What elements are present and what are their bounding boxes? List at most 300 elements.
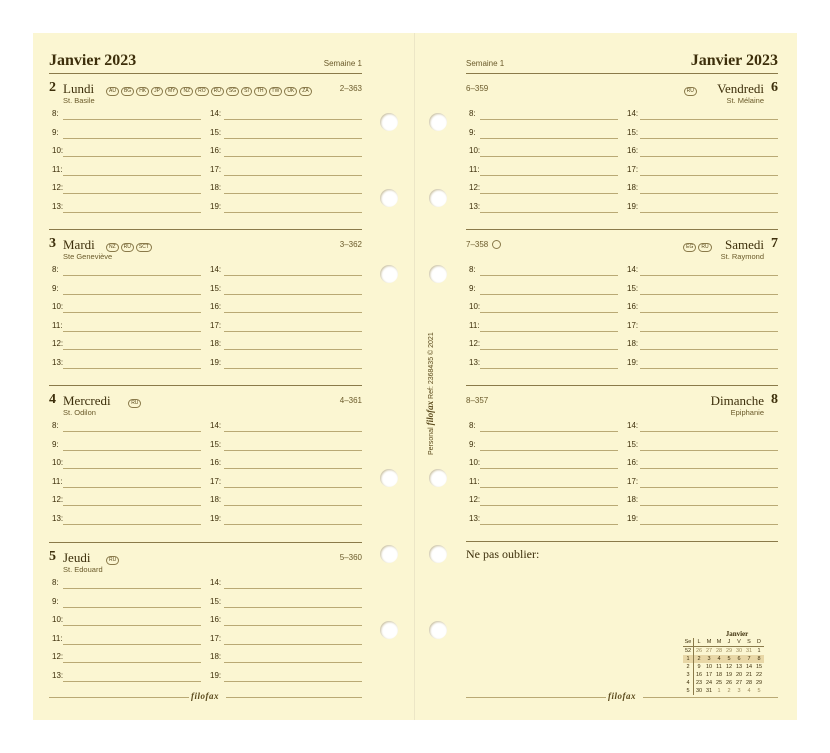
mini-calendar-header: D [754, 638, 764, 647]
hour-label: 11: [469, 320, 480, 330]
hour-label: 9: [52, 283, 59, 293]
hour-line [640, 487, 778, 488]
hour-line [224, 138, 362, 139]
hour-label: 9: [52, 127, 59, 137]
hour-line [63, 156, 201, 157]
mini-calendar-cell: 30 [695, 688, 703, 694]
holiday-badge: RU [121, 243, 134, 252]
mini-calendar-cell: 14 [745, 664, 753, 670]
mini-calendar-cell: 13 [735, 664, 743, 670]
day-count: 3–362 [339, 240, 362, 249]
hour-line [224, 505, 362, 506]
punch-hole [429, 545, 447, 563]
hour-label: 14: [627, 265, 639, 274]
mini-calendar-cell: 4 [714, 655, 724, 663]
day-name: Jeudi [63, 550, 91, 565]
hour-label: 16: [210, 458, 222, 467]
page-title: Janvier 2023 [49, 52, 137, 69]
holiday-badge: UK [284, 87, 297, 96]
holiday-badges [684, 83, 699, 101]
punch-hole [380, 189, 398, 207]
hour-line [224, 468, 362, 469]
hour-line [224, 275, 362, 276]
hour-label: 19: [627, 201, 639, 211]
punch-hole [429, 621, 447, 639]
hour-line [640, 119, 778, 120]
hour-label: 11: [52, 633, 63, 643]
hour-line [640, 212, 778, 213]
mini-calendar-cell: 31 [745, 648, 753, 654]
hour-label: 17: [210, 633, 222, 643]
hour-line [224, 294, 362, 295]
hour-label: 16: [210, 302, 222, 311]
mini-calendar-header: S [744, 638, 754, 647]
hour-line [224, 487, 362, 488]
hour-line [640, 175, 778, 176]
mini-calendar-header: M [714, 638, 724, 647]
hour-line [224, 119, 362, 120]
mini-calendar-header: Se [683, 638, 694, 647]
hour-label: 19: [627, 513, 639, 523]
mini-calendar-cell: 1 [683, 655, 694, 663]
mini-calendar-cell: 52 [683, 647, 694, 656]
hour-line [480, 349, 618, 350]
hour-label: 11: [469, 164, 480, 174]
holiday-badge: BG [121, 87, 134, 96]
hour-label: 18: [210, 183, 222, 192]
hour-label: 18: [627, 495, 639, 504]
hour-line [640, 524, 778, 525]
hour-line [224, 662, 362, 663]
day-number: 6 [771, 80, 778, 95]
mini-calendar-cell: 22 [755, 672, 763, 678]
day-divider [49, 385, 362, 386]
saint-name: St. Basile [63, 96, 95, 105]
holiday-badges [128, 395, 143, 413]
hour-line [63, 349, 201, 350]
hour-label: 18: [627, 183, 639, 192]
mini-calendar-cell: 27 [705, 648, 713, 654]
holiday-badge: EG [683, 243, 696, 252]
holiday-badges [106, 83, 314, 101]
hour-line [224, 368, 362, 369]
hour-line [63, 138, 201, 139]
footer-rule [226, 697, 362, 698]
hour-label: 9: [469, 283, 476, 293]
vertical-info [425, 332, 435, 455]
hour-label: 18: [210, 495, 222, 504]
holiday-badge: SI [241, 87, 252, 96]
hour-line [63, 450, 201, 451]
hour-label: 13: [52, 201, 64, 211]
saint-name: St. Odilon [63, 408, 96, 417]
saint-name: St. Raymond [720, 252, 764, 261]
hour-label: 15: [627, 439, 639, 449]
day-count: 7–358 [466, 240, 501, 249]
mini-calendar-cell: 18 [715, 672, 723, 678]
day-number: 7 [771, 236, 778, 251]
hour-line [640, 368, 778, 369]
mini-calendar-cell: 10 [705, 664, 713, 670]
holiday-badge: MY [165, 87, 179, 96]
mini-calendar [683, 630, 781, 695]
punch-hole [380, 469, 398, 487]
hour-label: 14: [210, 421, 222, 430]
holiday-badge: HK [136, 87, 149, 96]
mini-calendar-cell: 23 [695, 680, 703, 686]
hour-label: 9: [52, 439, 59, 449]
hour-line [640, 193, 778, 194]
hour-label: 12: [52, 183, 64, 192]
hour-line [224, 212, 362, 213]
mini-calendar-cell: 31 [705, 688, 713, 694]
saint-name: Epiphanie [730, 408, 764, 417]
mini-calendar-cell: 17 [705, 672, 713, 678]
mini-calendar-cell: 21 [745, 672, 753, 678]
hour-label: 8: [52, 109, 59, 118]
day-name: Lundi [63, 81, 95, 96]
hour-line [63, 607, 201, 608]
hour-label: 8: [52, 578, 59, 587]
header-rule [49, 73, 362, 74]
hour-label: 9: [52, 596, 59, 606]
hour-line [480, 368, 618, 369]
hour-label: 15: [210, 439, 222, 449]
punch-hole [429, 469, 447, 487]
hour-line [640, 294, 778, 295]
hour-line [640, 312, 778, 313]
punch-hole [380, 621, 398, 639]
day-divider [49, 229, 362, 230]
hour-label: 18: [210, 652, 222, 661]
mini-calendar-cell: 28 [745, 680, 753, 686]
hour-label: 16: [627, 302, 639, 311]
hour-line [63, 468, 201, 469]
mini-calendar-cell: 28 [715, 648, 723, 654]
footer-rule [466, 697, 606, 698]
hour-label: 16: [210, 146, 222, 155]
hour-label: 19: [627, 357, 639, 367]
hour-label: 11: [469, 476, 480, 486]
mini-calendar-cell: 3 [683, 671, 694, 679]
mini-calendar-cell: 6 [734, 655, 744, 663]
mini-calendar-header: J [724, 638, 734, 647]
holiday-badge: RO [195, 87, 209, 96]
mini-calendar-cell: 26 [695, 648, 703, 654]
hour-line [63, 681, 201, 682]
moon-phase-icon [492, 240, 501, 249]
hour-line [63, 175, 201, 176]
week-label: Semaine 1 [323, 59, 362, 68]
mini-calendar-cell: 24 [705, 680, 713, 686]
hour-line [640, 431, 778, 432]
mini-calendar-cell: 30 [735, 648, 743, 654]
hour-line [224, 450, 362, 451]
hour-label: 19: [210, 201, 222, 211]
hour-line [224, 193, 362, 194]
hour-label: 12: [52, 495, 64, 504]
day-divider [466, 385, 778, 386]
hour-label: 8: [469, 109, 476, 118]
holiday-badge: ZA [299, 87, 311, 96]
hour-line [63, 368, 201, 369]
hour-line [224, 625, 362, 626]
hour-label: 8: [469, 265, 476, 274]
holiday-badges [106, 239, 154, 257]
holiday-badge: RU [128, 399, 141, 408]
left-page [33, 33, 415, 720]
holiday-badge: RU [698, 243, 711, 252]
notes-divider [466, 541, 778, 542]
holiday-badge: NZ [180, 87, 193, 96]
mini-calendar-cell: 7 [744, 655, 754, 663]
day-count: 2–363 [339, 84, 362, 93]
hour-label: 14: [210, 265, 222, 274]
hour-line [224, 644, 362, 645]
hour-label: 13: [52, 670, 64, 680]
mini-calendar-header: L [694, 638, 705, 647]
mini-calendar-cell: 2 [683, 663, 694, 671]
filofax-logo: filofax [425, 400, 435, 426]
mini-calendar-cell: 1 [757, 648, 761, 654]
holiday-badge: TH [254, 87, 267, 96]
hour-label: 10: [469, 458, 481, 467]
hour-label: 11: [52, 320, 63, 330]
day-number: 5 [49, 549, 56, 564]
saint-name: Ste Geneviève [63, 252, 113, 261]
mini-calendar-cell: 2 [694, 655, 705, 663]
mini-calendar-cell: 2 [727, 688, 731, 694]
hour-line [480, 524, 618, 525]
hour-line [224, 607, 362, 608]
mini-calendar-month: Janvier [725, 630, 749, 638]
hour-line [224, 524, 362, 525]
hour-line [480, 312, 618, 313]
holiday-badges [683, 239, 713, 257]
hour-line [640, 450, 778, 451]
hour-line [480, 193, 618, 194]
mini-calendar-cell: 8 [754, 655, 764, 663]
hour-label: 10: [469, 302, 481, 311]
punch-hole [429, 189, 447, 207]
punch-hole [429, 265, 447, 283]
hour-line [640, 331, 778, 332]
mini-calendar-cell: 9 [697, 664, 701, 670]
mini-calendar-cell: 16 [695, 672, 703, 678]
hour-label: 15: [627, 127, 639, 137]
hour-line [480, 331, 618, 332]
hour-label: 10: [52, 302, 64, 311]
holiday-badge: RU [106, 556, 119, 565]
hour-label: 10: [52, 615, 64, 624]
hour-label: 13: [469, 357, 481, 367]
hour-line [224, 349, 362, 350]
hour-line [224, 681, 362, 682]
hour-line [63, 119, 201, 120]
notes-label: Ne pas oublier: [466, 547, 540, 561]
day-number: 2 [49, 80, 56, 95]
mini-calendar-cell: 11 [716, 664, 722, 670]
hour-line [480, 468, 618, 469]
hour-label: 13: [52, 513, 64, 523]
hour-label: 14: [210, 578, 222, 587]
hour-line [63, 275, 201, 276]
hour-line [63, 524, 201, 525]
hour-line [480, 275, 618, 276]
punch-hole [429, 113, 447, 131]
day-number: 3 [49, 236, 56, 251]
day-name: Mardi [63, 237, 95, 252]
hour-label: 17: [210, 476, 222, 486]
hour-label: 15: [210, 283, 222, 293]
holiday-badges [106, 552, 121, 570]
hour-line [480, 487, 618, 488]
day-count: 4–361 [339, 396, 362, 405]
hour-line [63, 212, 201, 213]
hour-line [480, 138, 618, 139]
hour-label: 12: [469, 495, 481, 504]
hour-line [224, 331, 362, 332]
page-title: Janvier 2023 [690, 52, 778, 69]
hour-line [480, 119, 618, 120]
hour-label: 12: [469, 339, 481, 348]
day-divider [49, 542, 362, 543]
hour-label: 13: [469, 201, 481, 211]
hour-label: 17: [627, 320, 639, 330]
hour-label: 18: [210, 339, 222, 348]
week-label: Semaine 1 [466, 59, 505, 68]
holiday-badge: RU [211, 87, 224, 96]
hour-label: 14: [627, 109, 639, 118]
day-divider [466, 229, 778, 230]
hour-label: 12: [52, 339, 64, 348]
hour-label: 15: [210, 127, 222, 137]
mini-calendar-cell: 4 [747, 688, 751, 694]
hour-line [224, 156, 362, 157]
hour-line [480, 212, 618, 213]
hour-label: 10: [52, 146, 64, 155]
hour-line [480, 431, 618, 432]
holiday-badge: JP [151, 87, 163, 96]
hour-line [480, 156, 618, 157]
hour-line [63, 294, 201, 295]
holiday-badge: SCT [136, 243, 152, 252]
holiday-badge: SG [226, 87, 239, 96]
hour-label: 11: [52, 164, 63, 174]
hour-line [480, 175, 618, 176]
mini-calendar-cell: 25 [715, 680, 723, 686]
hour-label: 15: [210, 596, 222, 606]
hour-label: 18: [627, 339, 639, 348]
hour-line [224, 431, 362, 432]
hour-label: 19: [210, 670, 222, 680]
hour-label: 17: [627, 476, 639, 486]
holiday-badge: AU [106, 87, 119, 96]
hour-line [640, 275, 778, 276]
holiday-badge: TW [269, 87, 283, 96]
punch-hole [380, 113, 398, 131]
mini-calendar-cell: 3 [704, 655, 714, 663]
hour-label: 9: [469, 127, 476, 137]
mini-calendar-cell: 20 [735, 672, 743, 678]
hour-line [63, 662, 201, 663]
filofax-logo: filofax [191, 691, 219, 701]
header-rule [466, 73, 778, 74]
day-number: 8 [771, 392, 778, 407]
hour-label: 16: [210, 615, 222, 624]
day-count: 8–357 [466, 396, 489, 405]
day-name: Mercredi [63, 393, 111, 408]
punch-hole [380, 545, 398, 563]
hour-line [640, 156, 778, 157]
hour-label: 17: [210, 164, 222, 174]
page-spine [414, 33, 415, 720]
hour-line [640, 349, 778, 350]
hour-line [63, 193, 201, 194]
mini-calendar-cell: 5 [757, 688, 761, 694]
hour-label: 15: [627, 283, 639, 293]
mini-calendar-cell: 29 [755, 680, 763, 686]
hour-line [63, 625, 201, 626]
ref-label: Ref: 2368435 [428, 356, 435, 399]
hour-line [63, 487, 201, 488]
day-name: Samedi [725, 237, 764, 252]
saint-name: St. Mélaine [726, 96, 764, 105]
hour-label: 12: [469, 183, 481, 192]
mini-calendar-cell: 3 [737, 688, 741, 694]
day-count: 5–360 [339, 553, 362, 562]
day-name: Dimanche [710, 393, 764, 408]
hour-line [640, 505, 778, 506]
punch-hole [380, 265, 398, 283]
mini-calendar-cell: 5 [724, 655, 734, 663]
hour-label: 16: [627, 458, 639, 467]
hour-label: 8: [52, 265, 59, 274]
hour-line [640, 138, 778, 139]
hour-line [480, 505, 618, 506]
size-label: Personal [428, 427, 435, 455]
footer-rule [643, 697, 778, 698]
mini-calendar-header: V [734, 638, 744, 647]
mini-calendar-cell: 12 [725, 664, 733, 670]
hour-label: 8: [52, 421, 59, 430]
mini-calendar-cell: 1 [717, 688, 721, 694]
hour-line [63, 431, 201, 432]
copyright-label: © 2021 [428, 332, 435, 355]
hour-label: 10: [52, 458, 64, 467]
hour-label: 14: [627, 421, 639, 430]
mini-calendar-cell: 5 [683, 687, 694, 695]
mini-calendar-header: M [704, 638, 714, 647]
hour-label: 10: [469, 146, 481, 155]
mini-calendar-cell: 29 [725, 648, 733, 654]
hour-label: 16: [627, 146, 639, 155]
hour-label: 12: [52, 652, 64, 661]
saint-name: St. Edouard [63, 565, 103, 574]
holiday-badge: RU [684, 87, 697, 96]
mini-calendar-table [683, 638, 764, 695]
hour-line [640, 468, 778, 469]
hour-label: 14: [210, 109, 222, 118]
mini-calendar-cell: 27 [735, 680, 743, 686]
hour-label: 17: [627, 164, 639, 174]
hour-line [224, 312, 362, 313]
hour-label: 19: [210, 357, 222, 367]
mini-calendar-cell: 4 [683, 679, 694, 687]
hour-line [480, 294, 618, 295]
holiday-badge: NZ [106, 243, 119, 252]
hour-label: 13: [52, 357, 64, 367]
